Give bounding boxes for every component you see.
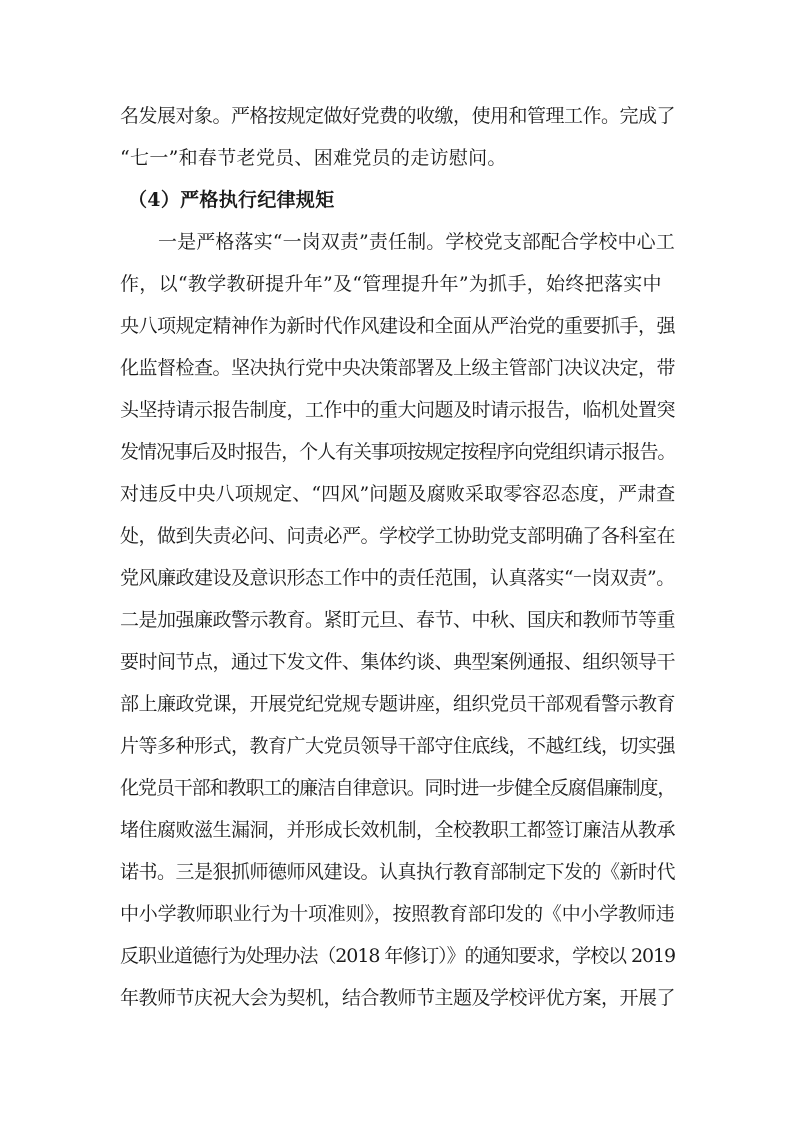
text-line-7: 化监督检查。坚决执行党中央决策部署及上级主管部门决议决定，带: [120, 357, 676, 379]
text-line-15: 部上廉政党课，开展党纪党规专题讲座，组织党员干部观看警示教育: [120, 693, 676, 715]
text-line-14: 要时间节点，通过下发文件、集体约谈、典型案例通报、组织领导干: [120, 651, 676, 673]
text-line-13: 二是加强廉政警示教育。紧盯元旦、春节、中秋、国庆和教师节等重: [120, 609, 676, 631]
text-line-5: 作，以“教学教研提升年”及“管理提升年”为抓手，始终把落实中: [120, 273, 662, 295]
text-line-2: “七一”和春节老党员、困难党员的走访慰问。: [120, 147, 507, 169]
text-line-12: 党风廉政建设及意识形态工作中的责任范围，认真落实“一岗双责”。: [120, 567, 675, 589]
text-line-10: 对违反中央八项规定、“四风”问题及腐败采取零容忍态度，严肃查: [120, 483, 676, 505]
text-line-4: 一是严格落实“一岗双责”责任制。学校党支部配合学校中心工: [158, 231, 675, 253]
text-line-1: 名发展对象。严格按规定做好党费的收缴，使用和管理工作。完成了: [120, 105, 676, 127]
text-line-20: 中小学教师职业行为十项准则》，按照教育部印发的《中小学教师违: [120, 903, 675, 925]
text-line-6: 央八项规定精神作为新时代作风建设和全面从严治党的重要抓手，强: [120, 315, 676, 337]
text-line-16: 片等多种形式，教育广大党员领导干部守住底线，不越红线，切实强: [120, 735, 676, 757]
text-line-21: 反职业道德行为处理办法（2018 年修订）》的通知要求，学校以 2019: [120, 945, 676, 967]
text-line-8: 头坚持请示报告制度，工作中的重大问题及时请示报告，临机处置突: [120, 399, 676, 421]
text-line-18: 堵住腐败滋生漏洞，并形成长效机制，全校教职工都签订廉洁从教承: [120, 819, 676, 841]
text-line-17: 化党员干部和教职工的廉洁自律意识。同时进一步健全反腐倡廉制度，: [120, 777, 676, 799]
text-line-19: 诺书。三是狠抓师德师风建设。认真执行教育部制定下发的《新时代: [120, 861, 676, 883]
section-heading: （4）严格执行纪律规矩: [128, 189, 335, 211]
text-line-11: 处，做到失责必问、问责必严。学校学工协助党支部明确了各科室在: [120, 525, 676, 547]
text-line-22: 年教师节庆祝大会为契机，结合教师节主题及学校评优方案，开展了: [120, 987, 676, 1009]
text-line-9: 发情况事后及时报告，个人有关事项按规定按程序向党组织请示报告。: [120, 441, 676, 463]
